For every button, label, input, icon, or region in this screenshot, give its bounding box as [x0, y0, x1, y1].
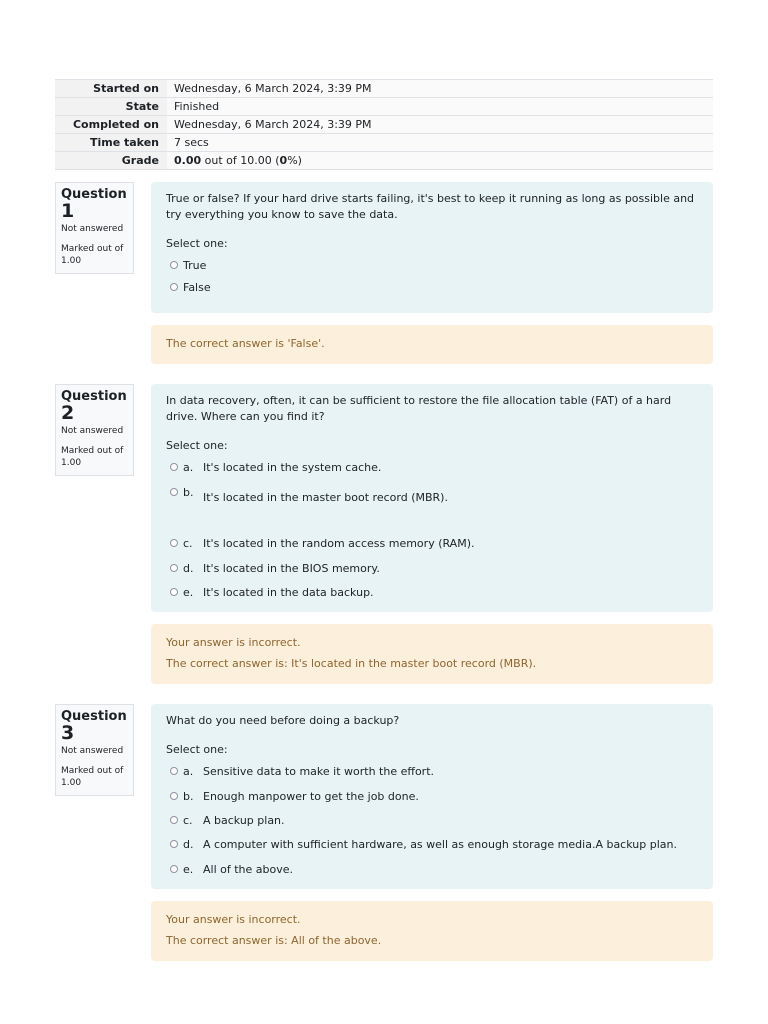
- option-letter: c.: [183, 814, 193, 827]
- question-number: 1: [61, 200, 75, 222]
- incorrect-answer-text: Your answer is incorrect.: [166, 636, 301, 649]
- question-mark: Marked out of 1.00: [61, 446, 124, 468]
- option-letter: a.: [183, 765, 194, 778]
- question-mark: Marked out of 1.00: [61, 244, 124, 266]
- answer-option-true[interactable]: [166, 258, 698, 280]
- summary-value: 7 secs: [167, 134, 713, 152]
- answer-option-b[interactable]: [166, 789, 698, 813]
- correct-answer-text: The correct answer is: All of the above.: [166, 934, 382, 947]
- radio-icon[interactable]: [170, 488, 178, 496]
- question-content: [151, 704, 713, 961]
- question-info: [55, 182, 134, 274]
- option-letter: c.: [183, 537, 193, 550]
- radio-icon[interactable]: [170, 588, 178, 596]
- select-one-prompt: Select one:: [166, 439, 228, 452]
- radio-icon[interactable]: [170, 261, 178, 269]
- attempt-summary-table: [55, 79, 713, 170]
- question-info: [55, 704, 134, 796]
- answer-option-c[interactable]: [166, 813, 698, 837]
- radio-icon[interactable]: [170, 463, 178, 471]
- summary-value: Finished: [167, 98, 713, 116]
- correct-answer-text: The correct answer is: It's located in the master boot record (MBR).: [166, 657, 537, 670]
- option-text: It's located in the BIOS memory.: [203, 562, 380, 575]
- answer-option-a[interactable]: [166, 460, 698, 485]
- radio-icon[interactable]: [170, 792, 178, 800]
- summary-label: Time taken: [55, 134, 167, 152]
- question-label: Question: [61, 709, 127, 724]
- summary-label: Completed on: [55, 116, 167, 134]
- answer-option-e[interactable]: [166, 585, 698, 601]
- option-text: True: [183, 259, 207, 272]
- option-text: It's located in the system cache.: [203, 461, 382, 474]
- select-one-prompt: Select one:: [166, 237, 228, 250]
- radio-icon[interactable]: [170, 283, 178, 291]
- question-content: [151, 384, 713, 684]
- answer-option-a[interactable]: [166, 764, 698, 789]
- radio-icon[interactable]: [170, 564, 178, 572]
- correct-answer-text: The correct answer is 'False'.: [166, 337, 325, 350]
- incorrect-answer-text: Your answer is incorrect.: [166, 913, 301, 926]
- answer-option-d[interactable]: [166, 837, 698, 862]
- question-text: In data recovery, often, it can be sufficient to restore the file allocation table (FAT) of a hard drive. Where can you find it?: [166, 394, 672, 423]
- summary-row-time-taken: [55, 134, 713, 152]
- question-3: [55, 704, 713, 961]
- question-number: 2: [61, 402, 75, 424]
- summary-value: Wednesday, 6 March 2024, 3:39 PM: [167, 116, 713, 134]
- question-text: What do you need before doing a backup?: [166, 714, 400, 727]
- select-one-prompt: Select one:: [166, 743, 228, 756]
- summary-row-started-on: [55, 80, 713, 98]
- radio-icon[interactable]: [170, 816, 178, 824]
- option-text: It's located in the random access memory (RAM).: [203, 537, 475, 550]
- answer-option-e[interactable]: [166, 862, 698, 878]
- question-formulation: [151, 384, 713, 612]
- summary-label: Grade: [55, 152, 167, 170]
- summary-row-grade: [55, 152, 713, 170]
- radio-icon[interactable]: [170, 840, 178, 848]
- question-info: [55, 384, 134, 476]
- question-formulation: [151, 704, 713, 889]
- option-text: Sensitive data to make it worth the effort.: [203, 765, 435, 778]
- option-letter: e.: [183, 586, 194, 599]
- radio-icon[interactable]: [170, 539, 178, 547]
- option-text: It's located in the data backup.: [203, 586, 374, 599]
- question-feedback: [151, 901, 713, 961]
- question-state: Not answered: [61, 224, 124, 234]
- grade-mid: out of 10.00 (: [201, 154, 280, 167]
- question-formulation: [151, 182, 713, 313]
- question-label: Question: [61, 187, 127, 202]
- answer-option-d[interactable]: [166, 561, 698, 585]
- summary-row-state: [55, 98, 713, 116]
- summary-label: Started on: [55, 80, 167, 98]
- question-feedback: [151, 325, 713, 364]
- question-text: True or false? If your hard drive starts failing, it's best to keep it running as long as possible and try everything you know to save the data.: [166, 192, 695, 221]
- answer-option-false[interactable]: [166, 280, 698, 302]
- option-letter: b.: [183, 486, 194, 499]
- option-text: False: [183, 281, 211, 294]
- question-state: Not answered: [61, 746, 124, 756]
- option-text: It's located in the master boot record (MBR).: [203, 491, 448, 504]
- option-letter: b.: [183, 790, 194, 803]
- option-letter: a.: [183, 461, 194, 474]
- summary-value: Wednesday, 6 March 2024, 3:39 PM: [167, 80, 713, 98]
- summary-row-completed-on: [55, 116, 713, 134]
- option-letter: d.: [183, 838, 194, 851]
- question-label: Question: [61, 389, 127, 404]
- radio-icon[interactable]: [170, 865, 178, 873]
- question-content: [151, 182, 713, 364]
- option-letter: e.: [183, 863, 194, 876]
- question-1: [55, 182, 713, 364]
- radio-icon[interactable]: [170, 767, 178, 775]
- answer-option-b[interactable]: [166, 485, 698, 536]
- option-text: A backup plan.: [203, 814, 285, 827]
- grade-end: %): [287, 154, 302, 167]
- summary-label: State: [55, 98, 167, 116]
- summary-value: [167, 152, 713, 170]
- option-text: All of the above.: [203, 863, 294, 876]
- question-feedback: [151, 624, 713, 684]
- question-state: Not answered: [61, 426, 124, 436]
- option-text: Enough manpower to get the job done.: [203, 790, 419, 803]
- option-text: A computer with sufficient hardware, as well as enough storage media.A backup plan.: [203, 838, 677, 851]
- option-letter: d.: [183, 562, 194, 575]
- grade-score: 0.00: [174, 154, 202, 167]
- question-2: [55, 384, 713, 684]
- answer-option-c[interactable]: [166, 536, 698, 561]
- quiz-review-page: [55, 79, 713, 961]
- question-mark: Marked out of 1.00: [61, 766, 124, 788]
- question-number: 3: [61, 722, 75, 744]
- grade-percent: 0: [279, 154, 288, 167]
